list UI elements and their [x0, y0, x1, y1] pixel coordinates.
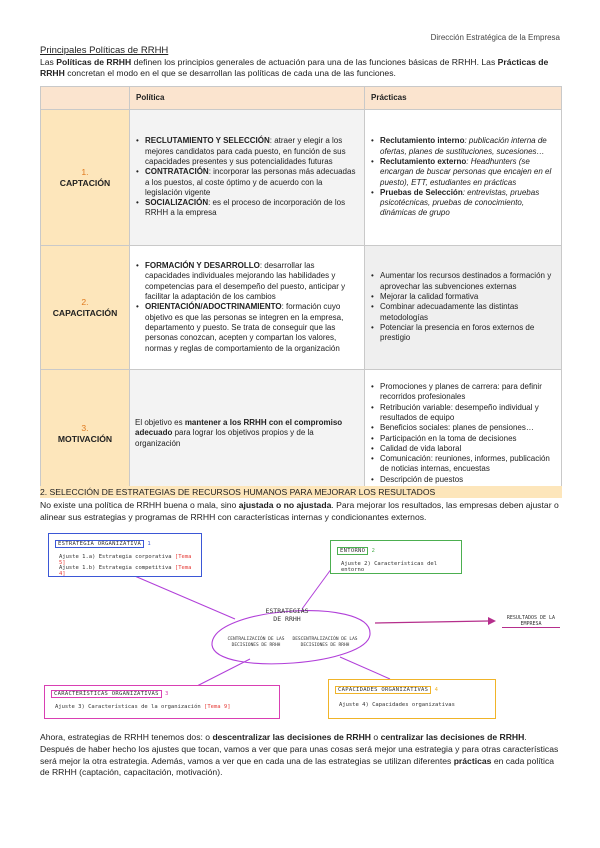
section2-paragraph: No existe una política de RRHH buena o mala, sino ajustada o no ajustada. Para mejorar los resultados, las empresas deben ajustar o alinear sus estrategias y programas de RRHH con características internas y condicionantes externos.: [40, 500, 559, 522]
list-item: • Participación en la toma de decisiones: [378, 434, 556, 444]
box-estrategia-organizativa: ESTRATEGIA ORGANIZATIVA 1 Ajuste 1.a) Estrategia corporativa [Tema 5] Ajuste 1.b) Estrategia competitiva [Tema 4]: [48, 533, 202, 577]
list-item: • Combinar adecuadamente las distintas metodologías: [378, 302, 556, 323]
closing-paragraph: Ahora, estrategias de RRHH tenemos dos: o descentralizar las decisiones de RRHH o centralizar las decisiones de RRHH. Después de haber hecho los ajustes que tocan, vamos a ver que para unas cosas será mejor una estrategia y para otras características será mejor la otra estrategia. Además, vamos a ver que en cada una de las estrategias se utilizan diferentes prácticas en cada política de RRHH (captación, capacitación, motivación).: [40, 732, 559, 778]
center-title: ESTRATEGIAS DE RRHH: [265, 607, 309, 623]
politica-cell: El objetivo es mantener a los RRHH con el compromiso adecuado para lograr los objetivos propios y de la organización: [130, 370, 365, 498]
list-item: • Promociones y planes de carrera: para definir recorridos profesionales: [378, 382, 556, 403]
practicas-cell: [365, 370, 562, 498]
list-item: • Reclutamiento interno: publicación interna de ofertas, planes de sustituciones, sucesiones…: [378, 136, 556, 157]
list-item: • Calidad de vida laboral: [378, 444, 556, 454]
list-item: • Potenciar la presencia en foros externos de prestigio: [378, 323, 556, 344]
list-item: • RECLUTAMIENTO Y SELECCIÓN: atraer y elegir a los mejores candidatos para cada puesto, en función de sus capacidades presentes y sus potencialidades futuras: [143, 136, 359, 167]
col-politica: Política: [130, 87, 365, 110]
list-item: • Aumentar los recursos destinados a formación y aprovechar las subvenciones externas: [378, 271, 556, 292]
connector-line: [340, 657, 390, 679]
document-header: Dirección Estratégica de la Empresa: [430, 33, 560, 42]
list-item: • CONTRATACIÓN: incorporar las personas más adecuadas a los puestos, al coste óptimo y de acuerdo con la legislación vigente: [143, 167, 359, 198]
box-caracteristicas-organizativas: CARACTERÍSTICAS ORGANIZATIVAS 3 Ajuste 3) Características de la organización [Tema 9]: [44, 685, 280, 719]
list-item: • SOCIALIZACIÓN: es el proceso de incorporación de los RRHH a la empresa: [143, 198, 359, 219]
practicas-cell: [365, 110, 562, 246]
list-item: • Mejorar la calidad formativa: [378, 292, 556, 302]
center-option-descentralizacion: DESCENTRALIZACIÓN DE LAS DECISIONES DE RRHH: [292, 637, 358, 648]
connector-line: [130, 574, 235, 619]
table-header-row: [41, 87, 562, 110]
result-arrow: [375, 621, 488, 623]
list-item: • FORMACIÓN Y DESARROLLO: desarrollar las capacidades individuales mejorando las habilidades y competencias para el desempeño del puesto, anticipar y facilitar la adaptación de los cambios: [143, 261, 359, 302]
row-header-captacion: 1. CAPTACIÓN: [41, 110, 130, 246]
section-title: Principales Políticas de RRHH: [40, 45, 169, 56]
col-practicas: Prácticas: [365, 87, 562, 110]
row-header-motivacion: 3. MOTIVACIÓN: [41, 370, 130, 498]
strategy-diagram: [40, 527, 562, 720]
row-header-capacitacion: 2. CAPACITACIÓN: [41, 246, 130, 370]
box-capacidades-organizativas: CAPACIDADES ORGANIZATIVAS 4 Ajuste 4) Capacidades organizativas: [328, 679, 496, 719]
policies-table: [40, 86, 562, 498]
section2-title: 2. SELECCIÓN DE ESTRATEGIAS DE RECURSOS HUMANOS PARA MEJORAR LOS RESULTADOS: [40, 486, 562, 498]
arrow-head: [488, 617, 496, 625]
table-row: [41, 246, 562, 370]
center-option-centralizacion: CENTRALIZACIÓN DE LAS DECISIONES DE RRHH: [227, 637, 285, 648]
list-item: • Beneficios sociales: planes de pensiones…: [378, 423, 556, 433]
politica-cell: [130, 110, 365, 246]
table-row: [41, 370, 562, 498]
practicas-cell: [365, 246, 562, 370]
list-item: • Comunicación: reuniones, informes, publicación de noticias internas, encuestas: [378, 454, 556, 475]
box-entorno: ENTORNO 2 Ajuste 2) Características del entorno: [330, 540, 462, 574]
connector-line: [195, 659, 250, 687]
list-item: • ORIENTACIÓN/ADOCTRINAMIENTO: formación cuyo objetivo es que las personas se integren en la empresa, departamento y puesto. Se trata de conseguir que las personas conozcan, acepten y compartan los valores, normas y reglas de comportamiento de la organización: [143, 302, 359, 353]
intro-paragraph: Las Políticas de RRHH definen los principios generales de actuación para una de las funciones básicas de RRHH. Las Prácticas de RRHH concretan el modo en el que se desarrollan las políticas de cada una de las funciones.: [40, 57, 549, 78]
table-row: [41, 110, 562, 246]
list-item: • Descripción de puestos: [378, 475, 556, 485]
politica-cell: [130, 246, 365, 370]
list-item: • Pruebas de Selección: entrevistas, pruebas psicotécnicas, pruebas de conocimiento, dinámicas de grupo: [378, 188, 556, 219]
list-item: • Reclutamiento externo: Headhunters (se encargan de buscar personas que encajen en el puesto), ETT, estudiantes en prácticas: [378, 157, 556, 188]
list-item: • Retribución variable: desempeño individual y resultados de equipo: [378, 403, 556, 424]
resultados-label: RESULTADOS DE LA EMPRESA: [502, 615, 560, 628]
